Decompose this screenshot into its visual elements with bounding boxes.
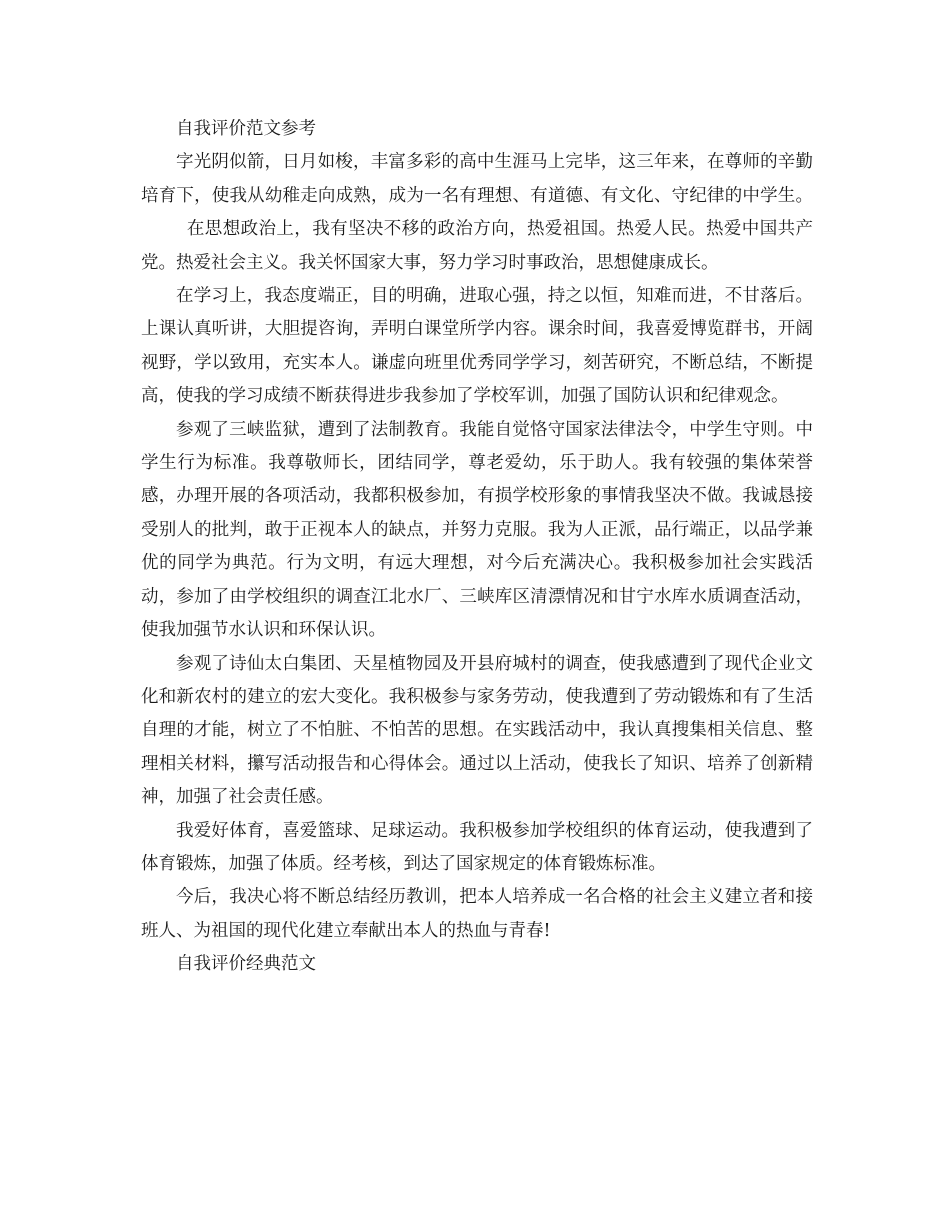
paragraph-1-part-1: 字光阴似箭，日月如梭，丰富多彩的高中生涯马上完毕，这三年来，在尊师的辛勤培育下，使我从幼稚走向成熟，成为一名有理想、有道德、有文化、守纪律的中学生。 (141, 152, 813, 206)
paragraph-3: 参观了三峡监狱，遭到了法制教育。我能自觉恪守国家法律法令，中学生守则。中学生行为标准。我尊敬师长，团结同学，尊老爱幼，乐于助人。我有较强的集体荣誉感，办理开展的各项活动，我都积极参加，有损学校形象的事情我坚决不做。我诚恳接受别人的批判，敢于正视本人的缺点，并努力克服。我为人正派，品行端正，以品学兼优的同学为典范。行为文明，有远大理想，对今后充满决心。我积极参加社会实践活动，参加了由学校组织的调查江北水厂、三峡库区清漂情况和甘宁水库水质调查活动，使我加强节水认识和环保认识。 (141, 419, 813, 641)
paragraph-4: 参观了诗仙太白集团、天星植物园及开县府城村的调查，使我感遭到了现代企业文化和新农村的建立的宏大变化。我积极参与家务劳动，使我遭到了劳动锻炼和有了生活自理的才能，树立了不怕脏、不怕苦的思想。在实践活动中，我认真搜集相关信息、整理相关材料，攥写活动报告和心得体会。通过以上活动，使我长了知识、培养了创新精神，加强了社会责任感。 (141, 653, 813, 808)
document-body (141, 113, 813, 982)
paragraph-1-part-2: 在思想政治上，我有坚决不移的政治方向，热爱祖国。热爱人民。热爱中国共产党。热爱社会主义。我关怀国家大事，努力学习时事政治，思想健康成长。 (141, 219, 813, 273)
document-title: 自我评价范文参考 (176, 119, 316, 139)
closing-heading: 自我评价经典范文 (176, 954, 316, 975)
paragraph-2: 在学习上，我态度端正，目的明确，进取心强，持之以恒，知难而进，不甘落后。上课认真听讲，大胆提咨询，弄明白课堂所学内容。课余时间，我喜爱博览群书，开阔视野，学以致用，充实本人。谦虚向班里优秀同学学习，刻苦研究，不断总结，不断提高，使我的学习成绩不断获得进步我参加了学校军训，加强了国防认识和纪律观念。 (141, 286, 813, 407)
paragraph-1 (141, 146, 813, 280)
paragraph-5: 我爱好体育，喜爱篮球、足球运动。我积极参加学校组织的体育运动，使我遭到了体育锻炼，加强了体质。经考核，到达了国家规定的体育锻炼标准。 (141, 820, 813, 874)
paragraph-6: 今后，我决心将不断总结经历教训，把本人培养成一名合格的社会主义建立者和接班人、为祖国的现代化建立奉献出本人的热血与青春! (141, 887, 813, 941)
